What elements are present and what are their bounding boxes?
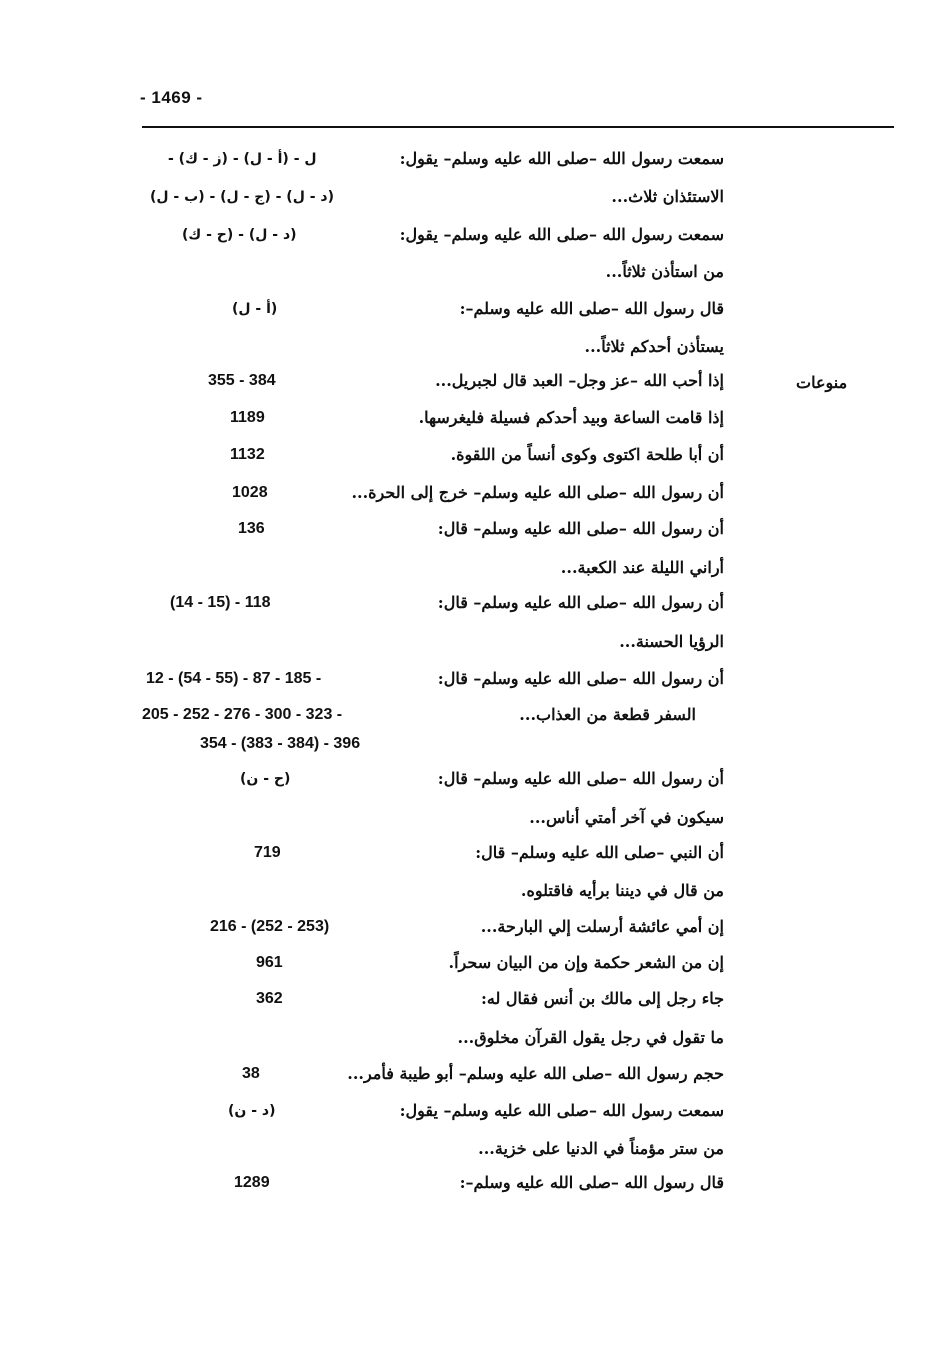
index-entry bbox=[0, 700, 944, 730]
index-entry bbox=[0, 332, 944, 362]
hadith-text: أن أبا طلحة اكتوى وكوى أنساً من اللقوة. bbox=[450, 445, 724, 464]
index-entry bbox=[0, 257, 944, 287]
reference: 12 - (54 - 55) - 87 - 185 - bbox=[146, 670, 322, 687]
index-entry bbox=[0, 627, 944, 657]
hadith-text: سمعت رسول الله –صلى الله عليه وسلم– يقول: bbox=[399, 225, 724, 244]
reference: 355 - 384 bbox=[208, 372, 276, 389]
index-entry bbox=[0, 1168, 944, 1198]
index-entry bbox=[0, 403, 944, 433]
index-entry bbox=[0, 182, 944, 212]
index-entry bbox=[0, 912, 944, 942]
hadith-text: سمعت رسول الله –صلى الله عليه وسلم– يقول: bbox=[399, 149, 724, 168]
index-entry bbox=[0, 729, 944, 759]
index-entry bbox=[0, 1096, 944, 1126]
index-entry bbox=[0, 664, 944, 694]
reference: 216 - (252 - 253) bbox=[210, 918, 330, 935]
hadith-text: قال رسول الله –صلى الله عليه وسلم–: bbox=[459, 1173, 724, 1192]
hadith-text: إذا أحب الله –عز وجل– العبد قال لجبريل... bbox=[435, 371, 724, 390]
reference: (د - ن) bbox=[228, 1103, 276, 1119]
index-entry bbox=[0, 838, 944, 868]
hadith-text: من استأذن ثلاثاً... bbox=[605, 262, 724, 281]
hadith-text: الرؤيا الحسنة... bbox=[619, 632, 724, 651]
reference: 719 bbox=[254, 844, 281, 861]
hadith-text: قال رسول الله –صلى الله عليه وسلم–: bbox=[459, 299, 724, 318]
reference: 362 bbox=[256, 990, 283, 1007]
hadith-text: سمعت رسول الله –صلى الله عليه وسلم– يقول: bbox=[399, 1101, 724, 1120]
hadith-text: إن أمي عائشة أرسلت إلي البارحة... bbox=[480, 917, 724, 936]
header-rule bbox=[142, 126, 894, 128]
hadith-text: أن النبي –صلى الله عليه وسلم– قال: bbox=[475, 843, 724, 862]
hadith-text: ما تقول في رجل يقول القرآن مخلوق... bbox=[457, 1028, 724, 1047]
hadith-text: سيكون في آخر أمتي أناس... bbox=[529, 808, 724, 827]
index-entry bbox=[0, 553, 944, 583]
index-entry bbox=[0, 294, 944, 324]
hadith-text: أن رسول الله –صلى الله عليه وسلم– قال: bbox=[437, 519, 724, 538]
index-entry bbox=[0, 1023, 944, 1053]
hadith-text: أن رسول الله –صلى الله عليه وسلم– خرج إلى الحرة... bbox=[351, 483, 724, 502]
index-entry bbox=[0, 803, 944, 833]
reference: 354 - (383 - 384) - 396 bbox=[200, 735, 361, 752]
hadith-text: الاستئذان ثلاث... bbox=[611, 187, 724, 206]
hadith-text: يستأذن أحدكم ثلاثاً... bbox=[584, 337, 724, 356]
index-entry bbox=[0, 514, 944, 544]
index-entry bbox=[0, 948, 944, 978]
reference: 38 bbox=[242, 1065, 260, 1082]
reference: (ح - ن) bbox=[240, 771, 291, 787]
reference: (ب - ل) - (ج - ل) - (د - ل) bbox=[150, 189, 334, 205]
hadith-text: أن رسول الله –صلى الله عليه وسلم– قال: bbox=[437, 593, 724, 612]
hadith-text: السفر قطعة من العذاب... bbox=[519, 705, 696, 724]
index-entry bbox=[0, 440, 944, 470]
reference: 1132 bbox=[230, 446, 265, 463]
index-entry bbox=[0, 764, 944, 794]
reference: 1289 bbox=[234, 1174, 270, 1191]
hadith-text: جاء رجل إلى مالك بن أنس فقال له: bbox=[480, 989, 724, 1008]
reference: 1189 bbox=[230, 409, 265, 426]
index-entry bbox=[0, 478, 944, 508]
index-entry bbox=[0, 1059, 944, 1089]
reference: (14 - 15) - 118 bbox=[170, 594, 271, 611]
hadith-text: من قال في ديننا برأيه فاقتلوه. bbox=[520, 881, 724, 900]
hadith-text: أن رسول الله –صلى الله عليه وسلم– قال: bbox=[437, 769, 724, 788]
index-entry bbox=[0, 1134, 944, 1164]
page-number: - 1469 - bbox=[140, 88, 203, 107]
hadith-text: إن من الشعر حكمة وإن من البيان سحراً. bbox=[448, 953, 724, 972]
reference: 961 bbox=[256, 954, 283, 971]
hadith-text: حجم رسول الله –صلى الله عليه وسلم– أبو طيبة فأمر... bbox=[347, 1064, 724, 1083]
reference: 136 bbox=[238, 520, 265, 537]
index-entry bbox=[0, 366, 944, 396]
hadith-text: أراني الليلة عند الكعبة... bbox=[560, 558, 724, 577]
hadith-text: أن رسول الله –صلى الله عليه وسلم– قال: bbox=[437, 669, 724, 688]
index-entry bbox=[0, 220, 944, 250]
index-entry bbox=[0, 876, 944, 906]
index-entry bbox=[0, 588, 944, 618]
reference: (ح - ك) - (د - ل) bbox=[182, 227, 297, 243]
reference: 205 - 252 - 276 - 300 - 323 - bbox=[142, 706, 343, 723]
reference: (أ - ل) bbox=[232, 301, 278, 317]
reference: - (ز - ك) - ل - (أ - ل) bbox=[168, 151, 317, 167]
index-entry bbox=[0, 984, 944, 1014]
hadith-text: من ستر مؤمناً في الدنيا على خزية... bbox=[478, 1139, 724, 1158]
reference: 1028 bbox=[232, 484, 268, 501]
hadith-text: إذا قامت الساعة وبيد أحدكم فسيلة فليغرسها. bbox=[418, 408, 724, 427]
section-label: منوعات bbox=[796, 373, 848, 392]
index-entry bbox=[0, 144, 944, 174]
